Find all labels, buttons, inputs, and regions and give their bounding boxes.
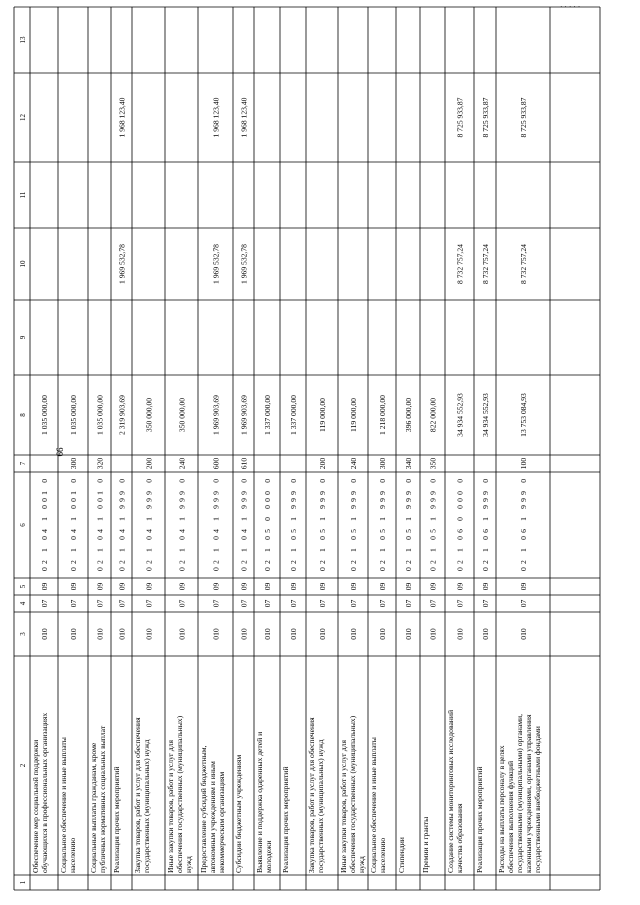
cell-c6: 02 1 05 1 999 0 [428, 479, 438, 571]
row-name-line: Социальное обеспечение и иные выплаты [59, 737, 68, 873]
row-name-line: качества образования [455, 803, 464, 873]
cell-c7: 240 [349, 457, 358, 470]
column-header-2: 2 [19, 763, 27, 768]
row-name-line: Премии и гранты [421, 816, 430, 873]
cell-c6: 02 1 04 1 999 0 [144, 479, 154, 571]
column-header-3: 3 [19, 632, 27, 636]
row-name-line: некоммерческим организациям [217, 771, 226, 873]
cell-c8: 1 035 000,00 [95, 395, 105, 435]
row-name-line: публичных нормативных социальных выплат [98, 725, 107, 873]
cell-c3: 010 [428, 628, 438, 640]
cell-c4: 07 [318, 599, 327, 608]
cell-c8: 350 000,00 [177, 397, 187, 433]
cell-c3: 010 [481, 628, 490, 640]
cell-c7: 300 [378, 457, 387, 470]
cell-c4: 07 [177, 599, 187, 608]
cell-c8: 350 000,00 [144, 397, 154, 433]
cell-c3: 010 [211, 628, 221, 640]
cell-c3: 010 [239, 628, 249, 640]
cell-c8: 1 969 903,69 [211, 395, 221, 435]
row-name-line: Предоставление субсидий бюджетным, [199, 745, 208, 873]
row-name-line: Стипендии [397, 837, 406, 873]
cell-c3: 010 [40, 628, 49, 640]
cell-c6: 02 1 04 1 001 0 [40, 479, 49, 571]
cell-c4: 07 [481, 599, 490, 608]
cell-c7: 200 [318, 457, 327, 470]
cell-c8: 34 934 552,93 [481, 393, 490, 437]
row-name-line: казенными учреждениями, органами управления [524, 714, 533, 873]
page-number: 66 [55, 447, 65, 457]
cell-c6: 02 1 06 0 000 0 [455, 479, 465, 571]
row-name-line: Выявление и поддержка одаренных детей и [255, 731, 264, 873]
row-name-line: обеспечения выполнения функций [506, 760, 515, 873]
cell-c4: 07 [69, 599, 78, 608]
row-name-line: обеспечения государственных (муниципальных) [348, 715, 357, 873]
cell-c12: 8 725 933,87 [455, 97, 465, 138]
cell-c4: 07 [404, 599, 413, 608]
cell-c6: 02 1 05 1 999 0 [404, 479, 413, 571]
cell-c8: 119 000,00 [349, 398, 358, 432]
cell-c8: 1 035 000,00 [69, 395, 78, 435]
cell-c5: 09 [349, 582, 358, 591]
row-name-line: Субсидии бюджетным учреждениям [234, 754, 243, 873]
cell-c3: 010 [349, 628, 358, 640]
row-name-line: Расходы на выплаты персоналу в целях [497, 745, 506, 873]
cell-c5: 09 [95, 582, 105, 591]
cell-c5: 09 [378, 582, 387, 591]
cell-c4: 07 [519, 599, 528, 608]
cell-c8: 822 000,00 [428, 397, 438, 433]
row-name-line: обучающихся в профессиональных организациях [40, 712, 49, 873]
cell-c4: 07 [263, 599, 272, 608]
row-name-line: молодежи [264, 840, 273, 873]
cell-c10: 1 969 532,78 [239, 244, 249, 284]
cell-c8: 13 753 084,93 [519, 393, 528, 437]
cell-c4: 07 [95, 599, 105, 608]
cell-c12: 8 725 933,87 [519, 97, 528, 138]
cell-c3: 010 [117, 628, 127, 640]
cell-c3: 010 [318, 628, 327, 640]
column-header-9: 9 [19, 335, 27, 340]
row-name-line: государственных (муниципальных) нужд [142, 739, 151, 873]
cell-c5: 09 [69, 582, 78, 591]
cell-c10: 8 732 757,24 [481, 244, 490, 284]
row-name-line: Социальные выплаты гражданам, кроме [89, 742, 98, 873]
cell-c4: 07 [428, 599, 438, 608]
row-name-line: Социальное обеспечение и иные выплаты [369, 737, 378, 873]
cell-c3: 010 [519, 628, 528, 640]
column-header-11: 11 [19, 191, 27, 199]
row-name-line: Закупка товаров, работ и услуг для обеспечения [133, 717, 142, 873]
cell-c5: 09 [318, 582, 327, 591]
cell-c6: 02 1 04 1 999 0 [211, 479, 221, 571]
cell-c4: 07 [349, 599, 358, 608]
cell-c4: 07 [239, 599, 249, 608]
cell-c6: 02 1 05 0 000 0 [263, 479, 272, 571]
cell-c6: 02 1 04 1 001 0 [95, 479, 105, 571]
cell-c6: 02 1 06 1 999 0 [519, 479, 528, 571]
cell-c4: 07 [289, 599, 298, 608]
cell-c8: 396 000,00 [404, 397, 413, 433]
row-name-line: нужд [184, 856, 193, 873]
column-header-1: 1 [19, 880, 27, 885]
cell-c4: 07 [117, 599, 127, 608]
cell-c7: 240 [177, 457, 187, 470]
cell-c12: 1 968 123,40 [239, 97, 249, 138]
cell-c8: 119 000,00 [318, 398, 327, 432]
cell-c8: 1 337 000,00 [289, 395, 298, 435]
row-name-line: населению [68, 837, 77, 873]
cell-c6: 02 1 04 1 999 0 [117, 479, 127, 571]
row-name-line: Иные закупки товаров, работ и услуг для [166, 739, 175, 873]
cell-c10: 1 969 532,78 [117, 244, 127, 284]
cell-c5: 09 [40, 582, 49, 591]
cell-c3: 010 [378, 628, 387, 640]
column-header-5: 5 [19, 584, 27, 589]
row-name-line: населению [378, 837, 387, 873]
row-name-line: государственными (муниципальными) органами, [515, 713, 524, 873]
row-name-line: Иные закупки товаров, работ и услуг для [339, 739, 348, 873]
cell-c5: 09 [144, 582, 154, 591]
row-name-line: государственных (муниципальных) нужд [316, 739, 325, 873]
cell-c4: 07 [455, 599, 465, 608]
cell-c12: 1 968 123,40 [211, 97, 221, 138]
cell-c5: 09 [239, 582, 249, 591]
cell-c5: 09 [428, 582, 438, 591]
cell-c8: 1 218 000,00 [378, 395, 387, 435]
column-header-10: 10 [19, 260, 27, 268]
cell-c3: 010 [95, 628, 105, 640]
row-name-line: Реализация прочих мероприятий [475, 766, 484, 873]
cell-c6: 02 1 05 1 999 0 [349, 479, 358, 571]
cell-c7: 610 [239, 457, 249, 470]
cell-c3: 010 [455, 628, 465, 640]
cell-c3: 010 [144, 628, 154, 640]
row-name-line: обеспечения государственных (муниципальных) [175, 715, 184, 873]
cell-c8: 34 934 552,93 [455, 393, 465, 437]
cell-c5: 09 [404, 582, 413, 591]
row-name-line: Обеспечение мер социальной поддержки [31, 739, 40, 873]
cell-c6: 02 1 04 1 001 0 [69, 479, 78, 571]
row-name-line: автономным учреждениям и иным [208, 761, 217, 873]
cell-c5: 09 [455, 582, 465, 591]
top-mark: · · · · · [560, 2, 581, 11]
cell-c7: 320 [95, 457, 105, 470]
cell-c5: 09 [481, 582, 490, 591]
cell-c4: 07 [211, 599, 221, 608]
cell-c7: 340 [404, 457, 413, 470]
cell-c4: 07 [144, 599, 154, 608]
row-name-line: Закупка товаров, работ и услуг для обеспечения [307, 717, 316, 873]
cell-c10: 8 732 757,24 [519, 244, 528, 284]
cell-c4: 07 [378, 599, 387, 608]
cell-c5: 09 [177, 582, 187, 591]
cell-c3: 010 [404, 628, 413, 640]
row-name-line: Создание системы мониторинговых исследований [446, 709, 455, 873]
cell-c12: 1 968 123,40 [117, 97, 127, 138]
cell-c7: 200 [144, 457, 154, 470]
column-header-6: 6 [19, 523, 27, 527]
cell-c6: 02 1 04 1 999 0 [239, 479, 249, 571]
cell-c8: 1 969 903,69 [239, 395, 249, 435]
cell-c5: 09 [117, 582, 127, 591]
column-header-12: 12 [19, 114, 27, 121]
row-name-line: нужд [357, 856, 366, 873]
cell-c3: 010 [263, 628, 272, 640]
cell-c5: 09 [519, 582, 528, 591]
cell-c8: 2 319 903,69 [117, 395, 127, 435]
cell-c12: 8 725 933,87 [481, 97, 490, 138]
cell-c7: 600 [211, 457, 221, 470]
column-header-8: 8 [19, 413, 27, 417]
cell-c7: 300 [69, 457, 78, 470]
cell-c6: 02 1 05 1 999 0 [378, 479, 387, 571]
cell-c7: 350 [428, 457, 438, 470]
row-name-line: Реализация прочих мероприятий [112, 766, 121, 873]
cell-c5: 09 [211, 582, 221, 591]
cell-c3: 010 [69, 628, 78, 640]
row-name-line: Реализация прочих мероприятий [281, 766, 290, 873]
cell-c7: 100 [519, 457, 528, 470]
cell-c8: 1 337 000,00 [263, 395, 272, 435]
column-header-13: 13 [19, 36, 27, 44]
cell-c10: 8 732 757,24 [455, 244, 465, 284]
column-header-4: 4 [19, 601, 27, 606]
cell-c6: 02 1 05 1 999 0 [289, 479, 298, 571]
row-name-line: государственными внебюджетными фондами [533, 726, 542, 873]
cell-c3: 010 [177, 628, 187, 640]
column-header-7: 7 [19, 461, 27, 466]
cell-c4: 07 [40, 599, 49, 608]
cell-c6: 02 1 05 1 999 0 [318, 479, 327, 571]
cell-c6: 02 1 04 1 999 0 [177, 479, 187, 571]
cell-c10: 1 969 532,78 [211, 244, 221, 284]
cell-c5: 09 [263, 582, 272, 591]
cell-c8: 1 035 000,00 [40, 395, 49, 435]
cell-c6: 02 1 06 1 999 0 [481, 479, 490, 571]
cell-c5: 09 [289, 582, 298, 591]
cell-c3: 010 [289, 628, 298, 640]
table-content [19, 36, 542, 884]
